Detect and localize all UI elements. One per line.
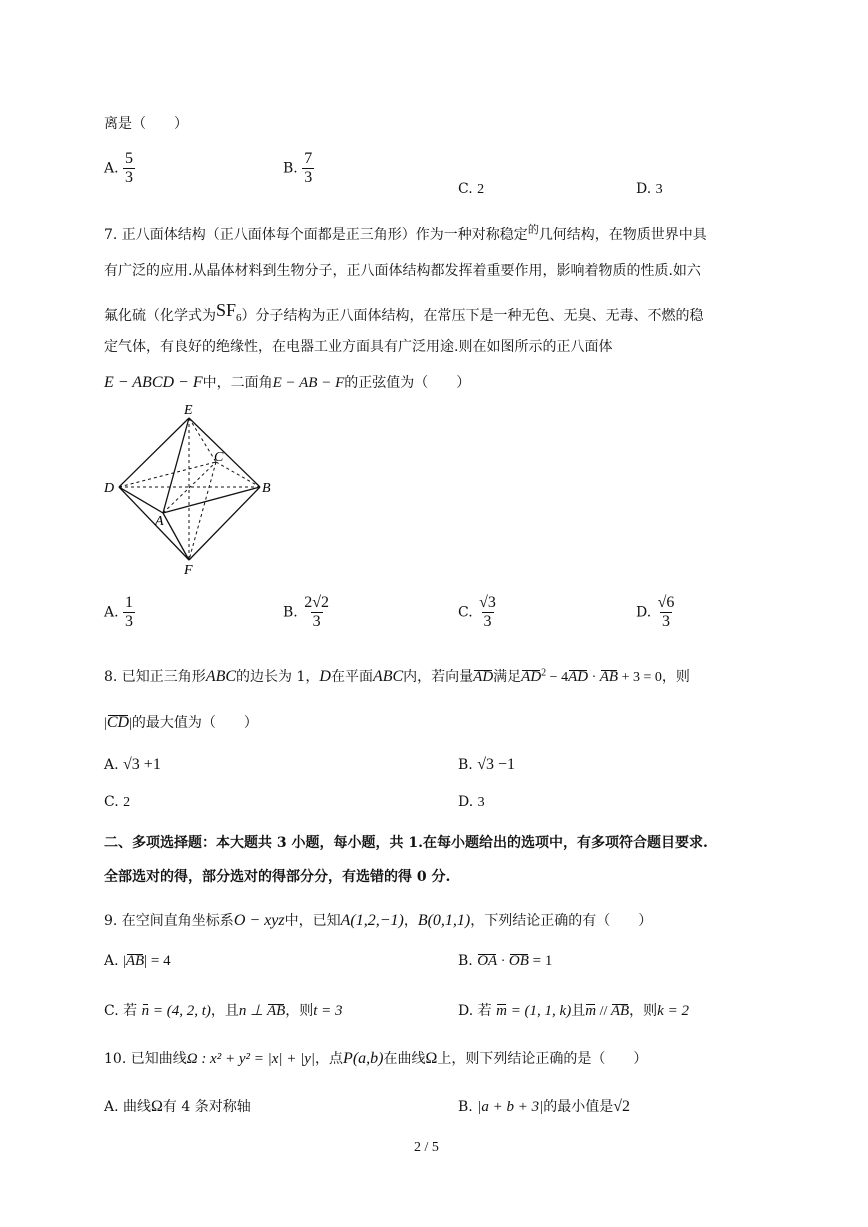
frac-den: 3 — [662, 613, 671, 630]
q8-option-c — [104, 794, 130, 811]
edge-ab — [163, 487, 260, 513]
option-letter: B. — [283, 160, 298, 177]
q8-text: 内，若向量 — [403, 669, 474, 685]
q6-tail: 离是（ ） — [104, 116, 188, 132]
option-value: | = 4 — [144, 953, 171, 969]
q6-option-b — [283, 150, 314, 187]
separator: ， — [403, 913, 418, 929]
frac-den: 3 — [304, 169, 313, 186]
vector-oa: OA — [477, 953, 498, 969]
q9-text: ，则 — [285, 1003, 314, 1019]
exponent: 2 — [541, 667, 547, 679]
perpendicular-relation: n ⊥ — [238, 1003, 267, 1019]
label-a: A — [155, 514, 164, 529]
option-text: 有 4 条对称轴 — [162, 1099, 251, 1115]
q7-text: 中，二面角 — [202, 375, 273, 391]
vector-m: m — [585, 1003, 597, 1019]
option-value: √3 +1 — [123, 756, 161, 773]
q9-stem — [104, 910, 652, 930]
vector-m: m — [496, 1003, 507, 1019]
frac-num: 5 — [125, 150, 134, 167]
q9-text: 且 — [571, 1003, 586, 1019]
edge-df — [119, 487, 189, 560]
q8-option-b — [458, 756, 515, 774]
vector-ab: AB — [125, 953, 145, 969]
parallel-relation: // — [596, 1004, 611, 1019]
option-letter: B. — [458, 757, 473, 773]
octahedron-name: E − ABCD − F — [104, 374, 203, 391]
q6-option-c — [458, 181, 484, 198]
vector-ob: OB — [508, 953, 529, 969]
q6-option-d — [636, 181, 663, 198]
q7-option-a — [104, 594, 135, 631]
q8-text: ，则 — [661, 669, 690, 685]
q10-option-b — [458, 1096, 630, 1116]
label-c: C — [214, 450, 224, 465]
vector-ad: AD — [473, 669, 494, 685]
absolute-expression: |a + b + 3| — [477, 1099, 544, 1115]
q9-text: 中，已知 — [284, 913, 341, 929]
dot-operator: · — [588, 670, 600, 685]
frac-den: 3 — [125, 169, 134, 186]
q9-option-d — [458, 1000, 689, 1020]
vector-ad: AD — [568, 669, 589, 685]
formula-subscript: 6 — [236, 312, 242, 324]
label-b: B — [262, 481, 271, 496]
point-b-coords: B(0,1,1) — [417, 912, 471, 929]
q10-stem — [104, 1048, 647, 1068]
section-2-heading: 二、多项选择题：本大题共 3 小题，每小题，共 1.在每小题给出的选项中，有多项符合题目要求. — [104, 835, 708, 851]
q8-text: 8. 已知正三角形 — [104, 669, 206, 685]
edge-eb — [189, 418, 260, 487]
octahedron-figure — [100, 400, 280, 580]
option-letter: C. 若 — [104, 1003, 138, 1019]
q9-text: ，则 — [629, 1003, 658, 1019]
q8-text: 的最大值为（ ） — [131, 715, 258, 731]
q7-line2: 有广泛的应用.从晶体材料到生物分子，正八面体结构都发挥着重要作用，影响着物质的性质.如六 — [104, 263, 701, 279]
option-letter: D. — [636, 181, 652, 197]
q10-text: ，点 — [315, 1051, 344, 1067]
q9-option-b: B. OA · OB = 1 — [458, 953, 553, 969]
q7-text-end: 几何结构，在物质世界中具 — [538, 227, 707, 243]
q8-text: 在平面 — [330, 669, 373, 685]
frac-num: √3 — [479, 594, 496, 611]
option-letter: D. 若 — [458, 1003, 492, 1019]
option-letter: B. — [458, 1099, 473, 1115]
equation-part: + 3 = 0 — [618, 670, 662, 685]
omega-symbol: Ω — [425, 1050, 438, 1067]
q7-option-d — [636, 594, 676, 631]
q8-option-a — [104, 756, 161, 774]
equation-part: − 4 — [546, 670, 569, 685]
edge-ea — [163, 418, 189, 513]
q10-option-a — [104, 1096, 251, 1116]
option-value: √3 −1 — [477, 756, 516, 773]
option-value: 3 — [477, 795, 485, 810]
frac-num: 7 — [304, 150, 313, 167]
vector-ab: AB — [599, 669, 619, 685]
edge-dc-hidden — [119, 462, 216, 487]
option-letter: A. — [104, 160, 119, 177]
q7-line5 — [104, 372, 470, 392]
section-2-instructions: 全部选对的得，部分选对的得部分分，有选错的得 0 分. — [104, 869, 451, 885]
point-p: P(a,b) — [343, 1050, 384, 1067]
curve-equation: Ω : x² + y² = |x| + |y| — [186, 1051, 316, 1067]
dihedral-angle-name: E − AB − F — [272, 375, 345, 391]
q7-text: 的正弦值为（ ） — [344, 375, 471, 391]
edge-ed — [119, 418, 189, 487]
option-text: 的最小值是 — [543, 1099, 614, 1115]
q8-text: 的边长为 1， — [236, 669, 320, 685]
option-value: = 1 — [528, 953, 553, 969]
label-d: D — [104, 481, 115, 496]
option-letter: C. — [104, 794, 119, 810]
q7-text: 氟化硫（化学式为 — [104, 308, 216, 324]
option-value: 2 — [477, 182, 485, 197]
vector-ab: AB — [610, 1003, 630, 1019]
frac-den: 3 — [483, 613, 492, 630]
vector-ad: AD — [521, 669, 542, 685]
q9-text: ，下列结论正确的有（ ） — [470, 913, 653, 929]
frac-den: 3 — [125, 613, 134, 630]
label-f: F — [184, 563, 193, 578]
frac-den: 3 — [312, 613, 321, 630]
q9-option-a: A. |AB| = 4 — [104, 953, 171, 969]
plane-abc: ABC — [372, 668, 404, 685]
frac-num: 1 — [125, 594, 134, 611]
q9-text: 9. 在空间直角坐标系 — [104, 913, 234, 929]
option-letter: B. — [458, 953, 473, 969]
q7-option-c — [458, 594, 498, 631]
option-letter: C. — [458, 604, 473, 621]
option-letter: A. — [104, 757, 119, 773]
option-letter: A. — [104, 604, 119, 621]
vector-m-value: = (1, 1, k) — [506, 1003, 572, 1019]
q8-line2: |CD|的最大值为（ ） — [104, 714, 258, 731]
q10-text: 上，则下列结论正确的是（ ） — [437, 1051, 648, 1067]
option-letter: A. 曲线 — [104, 1099, 152, 1115]
option-letter: D. — [636, 604, 652, 621]
frac-num: √6 — [657, 594, 675, 611]
q8-text: 满足 — [493, 669, 522, 685]
q7-line3 — [104, 300, 704, 325]
q8-option-d — [458, 794, 485, 811]
formula-sf: SF — [216, 300, 237, 320]
point-a-coords: A(1,2,−1) — [340, 912, 404, 929]
option-value: k = 2 — [657, 1003, 689, 1019]
edge-bf — [189, 487, 260, 560]
q7-small-char: 的 — [527, 223, 539, 236]
triangle-abc: ABC — [205, 668, 237, 685]
option-value: √2 — [613, 1098, 630, 1115]
vector-ab: AB — [266, 1003, 286, 1019]
vector-n: n — [141, 1003, 150, 1019]
q7-text: ）分子结构为正八面体结构，在常压下是一种无色、无臭、无毒、不燃的稳 — [241, 308, 704, 324]
option-value: 3 — [655, 182, 663, 197]
option-letter: B. — [283, 604, 298, 621]
point-d: D — [319, 668, 331, 685]
option-letter: A. — [104, 953, 119, 969]
frac-num: 2√2 — [304, 594, 329, 611]
q7-text: 7. 正八面体结构（正八面体每个面都是正三角形）作为一种对称稳定 — [104, 227, 528, 243]
q9-option-c — [104, 1000, 343, 1020]
page-number: 2 / 5 — [414, 1140, 439, 1155]
option-letter: D. — [458, 794, 474, 810]
option-letter: C. — [458, 181, 473, 197]
q10-text: 10. 已知曲线 — [104, 1051, 187, 1067]
coordinate-system: O − xyz — [233, 912, 285, 929]
q7-option-b — [283, 594, 331, 631]
q9-text: ，且 — [210, 1003, 239, 1019]
label-e: E — [184, 403, 193, 418]
q7-line1 — [104, 221, 707, 244]
option-value: t = 3 — [313, 1003, 343, 1019]
q10-text: 在曲线 — [383, 1051, 426, 1067]
omega-symbol: Ω — [151, 1098, 163, 1115]
vector-n-value: = (4, 2, t) — [149, 1003, 211, 1019]
q7-line4: 定气体，有良好的绝缘性，在电器工业方面具有广泛用途.则在如图所示的正八面体 — [104, 339, 613, 355]
vector-cd: CD — [106, 714, 130, 731]
q6-option-a — [104, 150, 135, 187]
q8-line1 — [104, 666, 690, 686]
option-value: 2 — [123, 795, 131, 810]
